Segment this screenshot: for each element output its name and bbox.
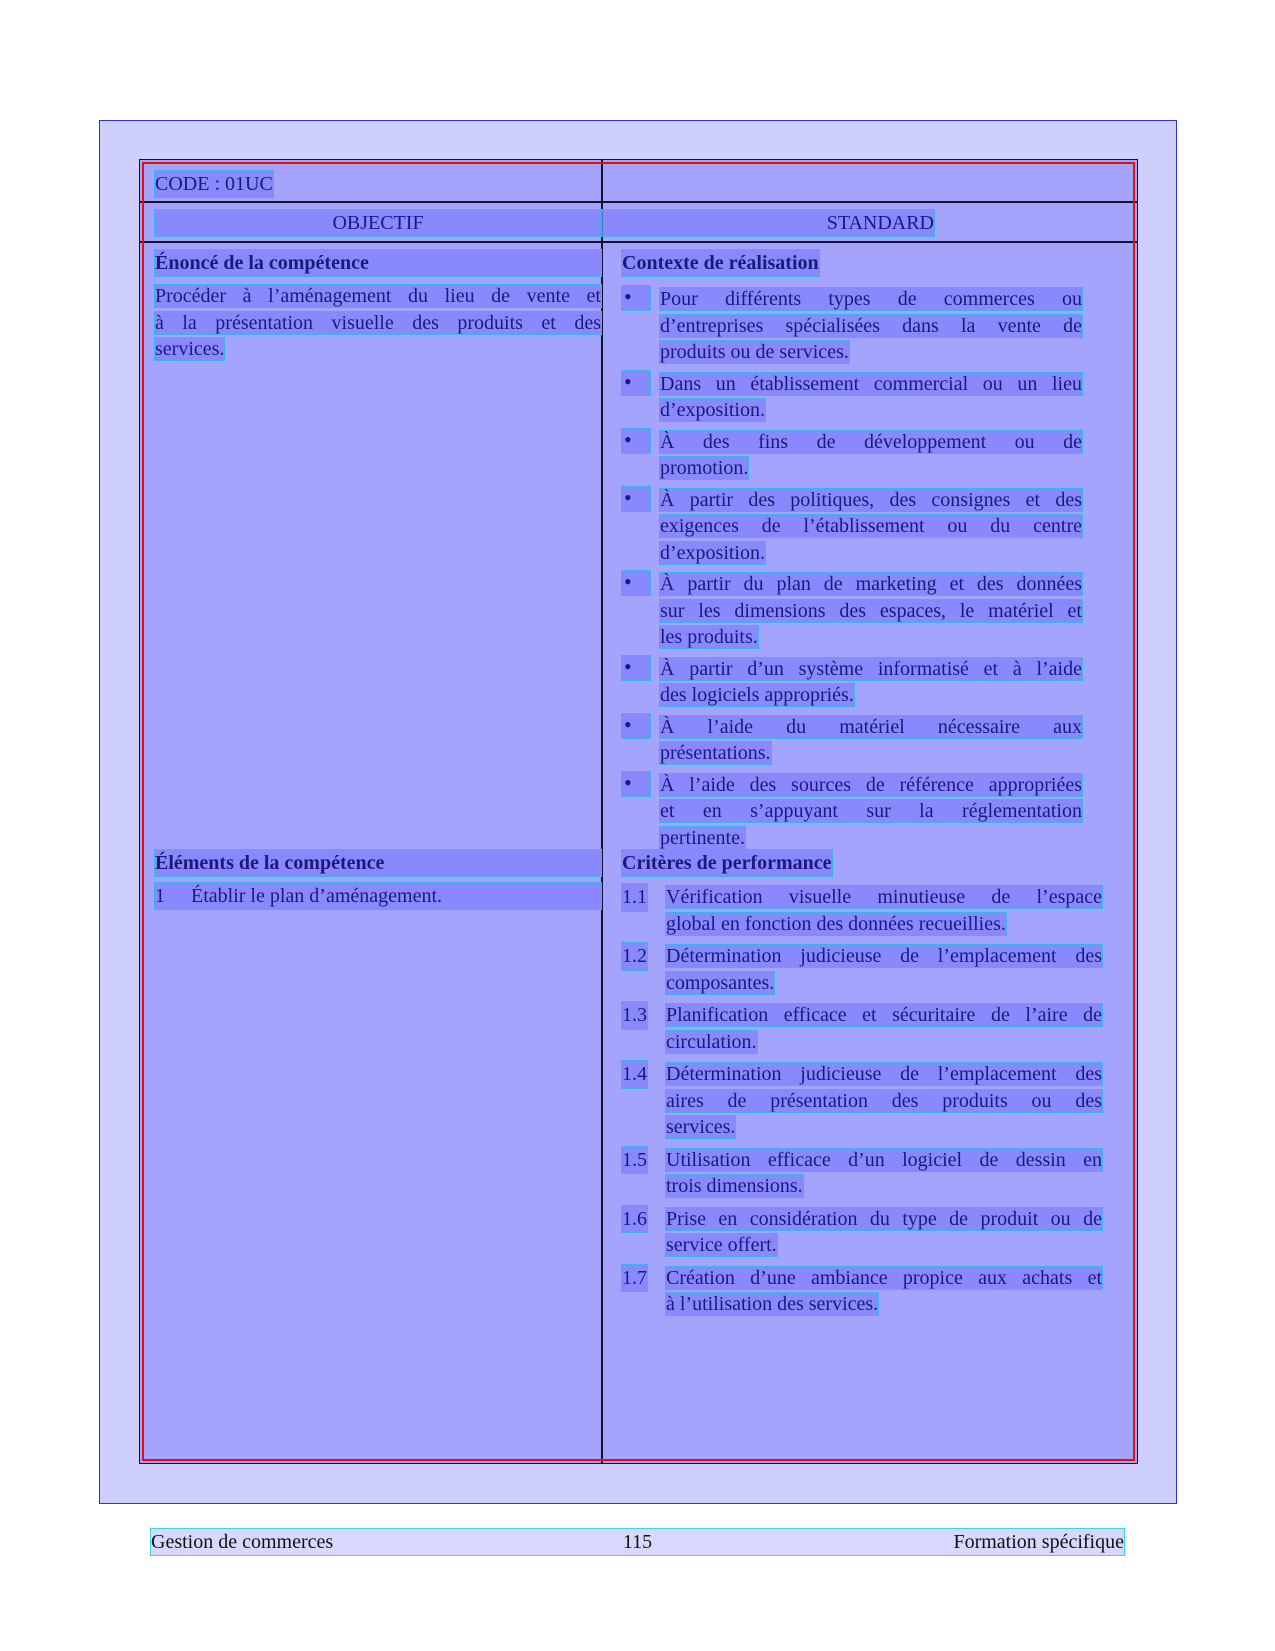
critere-number: 1.5 [622, 1147, 647, 1174]
row-divider-header [139, 201, 1138, 203]
contexte-line: présentations. [660, 742, 771, 764]
bullet-icon [622, 371, 650, 395]
page-footer [151, 1529, 1124, 1555]
critere-line: Détermination judicieuse de l’emplacement des [666, 1063, 1102, 1085]
critere-number: 1.7 [622, 1265, 647, 1292]
column-divider [601, 159, 603, 1464]
standard-heading: STANDARD [601, 210, 934, 236]
contexte-item [622, 772, 1082, 852]
contexte-line: et en s’appuyant sur la réglementation [660, 800, 1082, 822]
critere-number: 1.4 [622, 1061, 647, 1088]
critere-line: global en fonction des données recueillies. [666, 912, 1006, 935]
criteres-title: Critères de performance [622, 852, 832, 874]
contexte-line: Pour différents types de commerces ou [660, 288, 1082, 310]
contexte-item [622, 487, 1082, 567]
contexte-line: À des fins de développement ou de [660, 430, 1082, 453]
contexte-line: d’exposition. [660, 541, 765, 564]
critere-item [622, 1265, 1102, 1318]
enonce-line: à la présentation visuelle des produits et des [155, 311, 601, 334]
critere-line: Vérification visuelle minutieuse de l’espace [666, 886, 1102, 908]
element-number: 1 [155, 885, 165, 907]
contexte-item [622, 286, 1082, 366]
contexte-line: sur les dimensions des espaces, le matériel et [660, 599, 1082, 622]
critere-item [622, 943, 1102, 996]
contexte-item [622, 371, 1082, 424]
contexte-line: les produits. [660, 626, 758, 648]
contexte-line: À l’aide du matériel nécessaire aux [660, 715, 1082, 738]
critere-item [622, 1061, 1102, 1141]
contexte-line: exigences de l’établissement ou du centre [660, 515, 1082, 537]
critere-line: composantes. [666, 971, 775, 994]
enonce-line: Procéder à l’aménagement du lieu de vente et [155, 285, 601, 307]
contexte-line: d’entreprises spécialisées dans la vente de [660, 314, 1082, 337]
enonce-line: services. [155, 338, 225, 360]
contexte-line: d’exposition. [660, 399, 765, 421]
critere-line: services. [666, 1116, 736, 1138]
enonce-title: Énoncé de la compétence [155, 250, 601, 276]
critere-line: Prise en considération du type de produit ou de [666, 1207, 1102, 1230]
bullet-icon [622, 429, 650, 453]
contexte-item [622, 571, 1082, 651]
contexte-item [622, 656, 1082, 709]
critere-line: Utilisation efficace d’un logiciel de dessin en [666, 1148, 1102, 1171]
element-text: Établir le plan d’aménagement. [191, 885, 443, 907]
critere-number: 1.6 [622, 1206, 647, 1233]
code-label: CODE : 01UC [155, 173, 273, 195]
contexte-item [622, 714, 1082, 767]
contexte-line: Dans un établissement commercial ou un lieu [660, 372, 1082, 395]
bullet-icon [622, 487, 650, 511]
contexte-line: À partir des politiques, des consignes et des [660, 488, 1082, 511]
element-item [155, 883, 601, 909]
contexte-line: promotion. [660, 457, 749, 479]
contexte-line: À l’aide des sources de référence appropriées [660, 773, 1082, 796]
critere-line: Planification efficace et sécuritaire de l’aire de [666, 1004, 1102, 1026]
objectif-heading: OBJECTIF [155, 210, 601, 236]
critere-number: 1.2 [622, 943, 647, 970]
contexte-title: Contexte de réalisation [622, 252, 819, 274]
critere-item [622, 1206, 1102, 1259]
critere-line: service offert. [666, 1234, 777, 1256]
critere-line: circulation. [666, 1030, 757, 1053]
contexte-list [622, 286, 1082, 851]
bullet-icon [622, 714, 650, 738]
critere-line: Création d’une ambiance propice aux achats et [666, 1266, 1102, 1289]
bullet-icon [622, 286, 650, 310]
contexte-line: pertinente. [660, 826, 745, 849]
critere-line: aires de présentation des produits ou des [666, 1089, 1102, 1112]
critere-line: trois dimensions. [666, 1175, 803, 1197]
contexte-line: À partir du plan de marketing et des données [660, 573, 1082, 595]
contexte-line: À partir d’un système informatisé et à l’aide [660, 657, 1082, 680]
critere-line: à l’utilisation des services. [666, 1293, 879, 1315]
critere-number: 1.1 [622, 884, 647, 911]
elements-title: Éléments de la compétence [155, 850, 601, 876]
contexte-line: des logiciels appropriés. [660, 684, 854, 706]
enonce-text [155, 283, 601, 363]
bullet-icon [622, 772, 650, 796]
bullet-icon [622, 656, 650, 680]
critere-item [622, 1002, 1102, 1055]
row-divider-columns [139, 241, 1138, 243]
critere-item [622, 1147, 1102, 1200]
page-number: 115 [622, 1531, 653, 1553]
criteres-list [622, 884, 1102, 1318]
footer-right: Formation spécifique [953, 1531, 1124, 1553]
bullet-icon [622, 571, 650, 595]
contexte-line: produits ou de services. [660, 341, 849, 363]
critere-item [622, 884, 1102, 937]
contexte-item [622, 429, 1082, 482]
critere-line: Détermination judicieuse de l’emplacement des [666, 945, 1102, 967]
footer-left: Gestion de commerces [151, 1531, 334, 1553]
critere-number: 1.3 [622, 1002, 647, 1029]
